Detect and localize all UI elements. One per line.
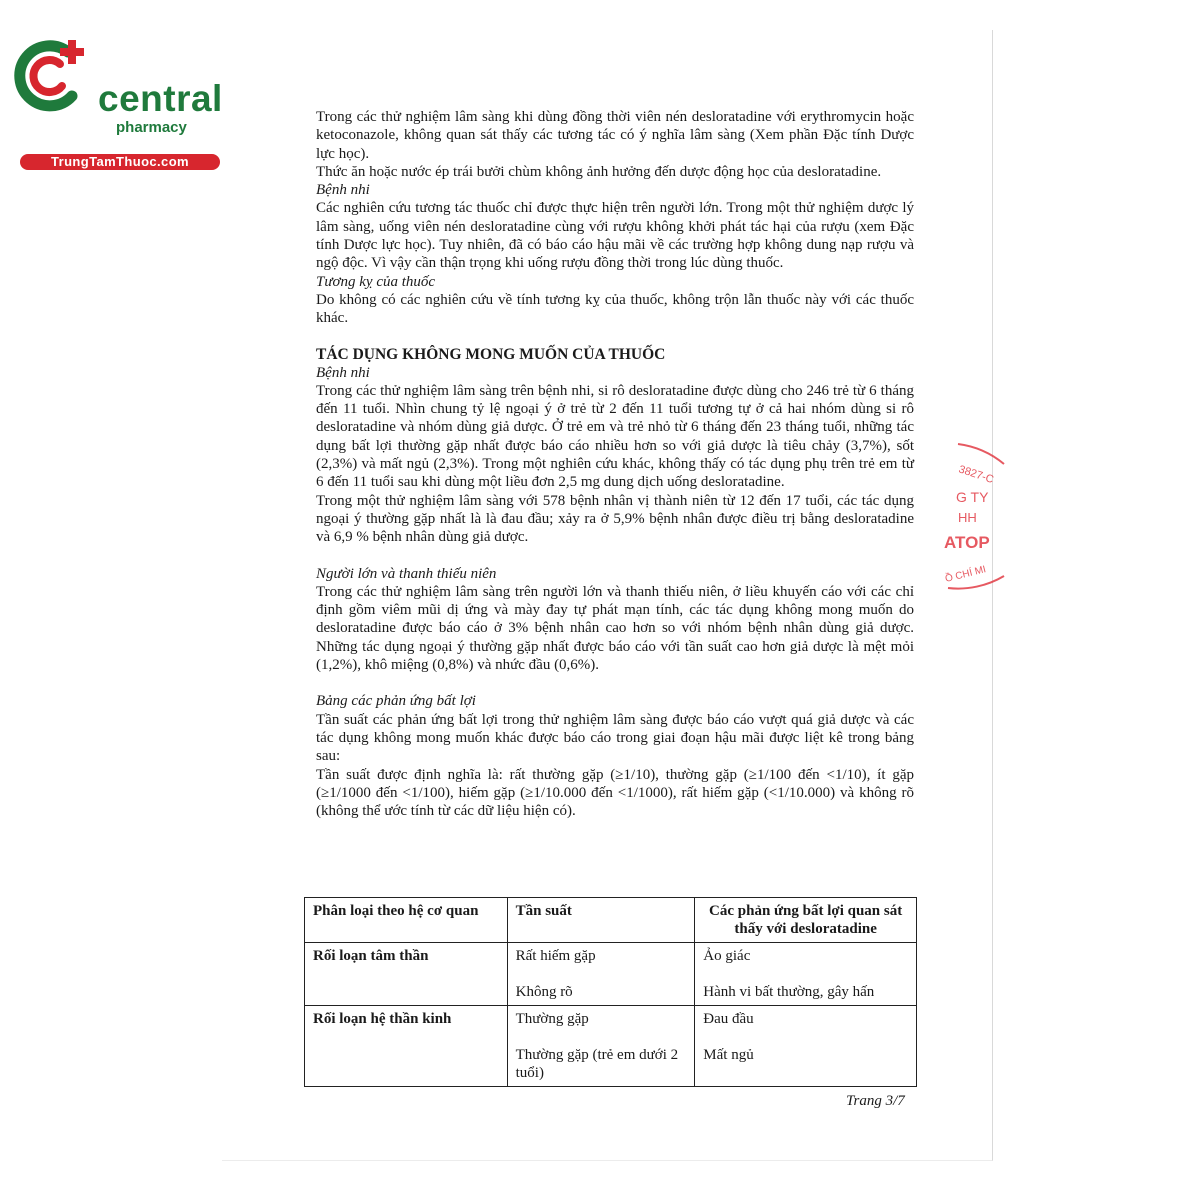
stamp-line-5: Ồ CHÍ MI bbox=[944, 564, 988, 585]
paragraph-adolescent-trial: Trong một thử nghiệm lâm sàng với 578 bệnh nhân vị thành niên từ 12 đến 17 tuổi, các tác dụng ngoại ý thường gặp nhất là là đau đầu; xảy ra ở 5,9% bệnh nhân được điều trị bằng desloratadine và 6,9 % bệnh nhân dùng giả dược. bbox=[316, 492, 914, 546]
subheading-pediatric-adr: Bệnh nhi bbox=[316, 364, 370, 381]
table-row bbox=[305, 1006, 917, 1087]
stamp-seal-icon bbox=[938, 440, 1008, 600]
frequency-cell bbox=[507, 943, 695, 1006]
paragraph-pediatric-trials: Trong các thử nghiệm lâm sàng trên bệnh nhi, si rô desloratadine được dùng cho 246 trẻ từ 6 tháng đến 11 tuổi. Nhìn chung tỷ lệ ngoại ý ở trẻ từ 2 đến 11 tuổi tương tự ở cả hai nhóm dùng si rô desloratadine và nhóm dùng giả dược. Ở trẻ em và trẻ nhỏ từ 6 tháng đến 23 tháng tuổi, những tác dụng bất lợi thường gặp nhất được báo cáo nhiều hơn so với giả dược là tiêu chảy (3,7%), sốt (2,3%) và mất ngủ (2,3%). Trong một nghiên cứu khác, không thấy có tác dụng phụ trên trẻ em từ 6 đến 11 tuổi sau khi dùng một liều đơn 2,5 mg dung dịch uống desloratadine. bbox=[316, 382, 914, 491]
paragraph-erythromycin: Trong các thử nghiệm lâm sàng khi dùng đồng thời viên nén desloratadine với erythromycin hoặc ketoconazole, không quan sát thấy các tương tác có ý nghĩa lâm sàng (Xem phần Đặc tính Dược lực học). bbox=[316, 109, 914, 162]
reaction-cell bbox=[695, 943, 917, 1006]
paragraph-alcohol: Các nghiên cứu tương tác thuốc chỉ được thực hiện trên người lớn. Trong một thử nghiệm dược lý lâm sàng, uống viên nén desloratadine cùng với rượu không khởi phát tác hại của rượu (xem Đặc tính Dược lực học). Tuy nhiên, đã có báo cáo hậu mãi về các trường hợp không dung nạp rượu và ngộ độc. Vì vậy cần thận trọng khi uống rượu đồng thời trong lúc dùng thuốc. bbox=[316, 200, 914, 272]
section-heading-adverse-effects: TÁC DỤNG KHÔNG MONG MUỐN CỦA THUỐC bbox=[316, 345, 666, 363]
page-number: Trang 3/7 bbox=[846, 1093, 905, 1109]
stamp-line-4: ATOP bbox=[944, 533, 990, 552]
frequency-cell bbox=[507, 1006, 695, 1087]
stamp-line-1: 3827-C bbox=[957, 463, 996, 487]
adverse-reactions-table bbox=[304, 897, 917, 1087]
reaction-value: Mất ngủ bbox=[703, 1047, 754, 1063]
reaction-value: Ảo giác bbox=[703, 948, 751, 964]
logo-name: central bbox=[98, 78, 223, 119]
table-header-row bbox=[305, 898, 917, 943]
paragraph-incompatibility: Do không có các nghiên cứu về tính tương kỵ của thuốc, không trộn lẫn thuốc này với các thuốc khác. bbox=[316, 291, 914, 327]
paragraph-frequency-definition: Tần suất được định nghĩa là: rất thường gặp (≥1/10), thường gặp (≥1/100 đến <1/10), ít gặp (≥1/1000 đến <1/100), hiếm gặp (≥1/10.000 đến <1/1000), rất hiếm gặp (<1/10.000) và không rõ (không thể ước tính từ các dữ liệu hiện có). bbox=[316, 766, 914, 820]
paragraph-food: Thức ăn hoặc nước ép trái bưởi chùm không ảnh hưởng đến dược động học của desloratadine. bbox=[316, 163, 882, 180]
paragraph-frequency-intro: Tần suất các phản ứng bất lợi trong thử nghiệm lâm sàng được báo cáo vượt quá giả dược và các tác dụng không mong muốn khác được báo cáo trong giai đoạn hậu mãi được liệt kê trong bảng sau: bbox=[316, 711, 914, 765]
frequency-value: Không rõ bbox=[515, 984, 573, 1000]
logo-site-banner: TrungTamThuoc.com bbox=[20, 154, 220, 170]
header-organ-class: Phân loại theo hệ cơ quan bbox=[305, 898, 508, 943]
frequency-value: Thường gặp bbox=[515, 1011, 589, 1027]
logo-c-cross-icon bbox=[10, 36, 100, 116]
frequency-value: Rất hiếm gặp bbox=[515, 948, 596, 964]
logo-subtitle: pharmacy bbox=[116, 119, 187, 136]
subheading-adr-table: Bảng các phản ứng bất lợi bbox=[316, 693, 476, 710]
subheading-incompatibility: Tương kỵ của thuốc bbox=[316, 273, 436, 290]
stamp-line-3: HH bbox=[958, 510, 977, 525]
pharmacy-logo[interactable] bbox=[10, 36, 223, 169]
paragraph-adult-trials: Trong các thử nghiệm lâm sàng trên người lớn và thanh thiếu niên, ở liều khuyến cáo với các chỉ định gồm viêm mũi dị ứng và mày đay tự phát mạn tính, các tác dụng không mong muốn do desloratadine được báo cáo ở 3% bệnh nhân cao hơn so với nhóm bệnh nhân dùng giả dược. Những tác dụng ngoại ý thường gặp nhất được báo cáo với tần suất cao hơn giả dược là mệt mỏi (1,2%), khô miệng (0,8%) và nhức đầu (0,6%). bbox=[316, 583, 914, 674]
subheading-pediatric: Bệnh nhi bbox=[316, 182, 370, 199]
stamp-line-2: G TY bbox=[956, 489, 989, 505]
organ-class-cell: Rối loạn tâm thần bbox=[305, 943, 508, 1006]
document-body bbox=[316, 108, 914, 820]
reaction-cell bbox=[695, 1006, 917, 1087]
reaction-value: Đau đầu bbox=[703, 1011, 754, 1027]
header-frequency: Tần suất bbox=[507, 898, 695, 943]
reaction-value: Hành vi bất thường, gây hấn bbox=[703, 984, 875, 1000]
organ-class-cell: Rối loạn hệ thần kinh bbox=[305, 1006, 508, 1087]
table-row bbox=[305, 943, 917, 1006]
header-adverse-reactions: Các phản ứng bất lợi quan sát thấy với desloratadine bbox=[695, 898, 917, 943]
frequency-value: Thường gặp (trẻ em dưới 2 tuổi) bbox=[515, 1047, 679, 1081]
company-stamp bbox=[938, 440, 1008, 600]
subheading-adults: Người lớn và thanh thiếu niên bbox=[316, 565, 497, 582]
